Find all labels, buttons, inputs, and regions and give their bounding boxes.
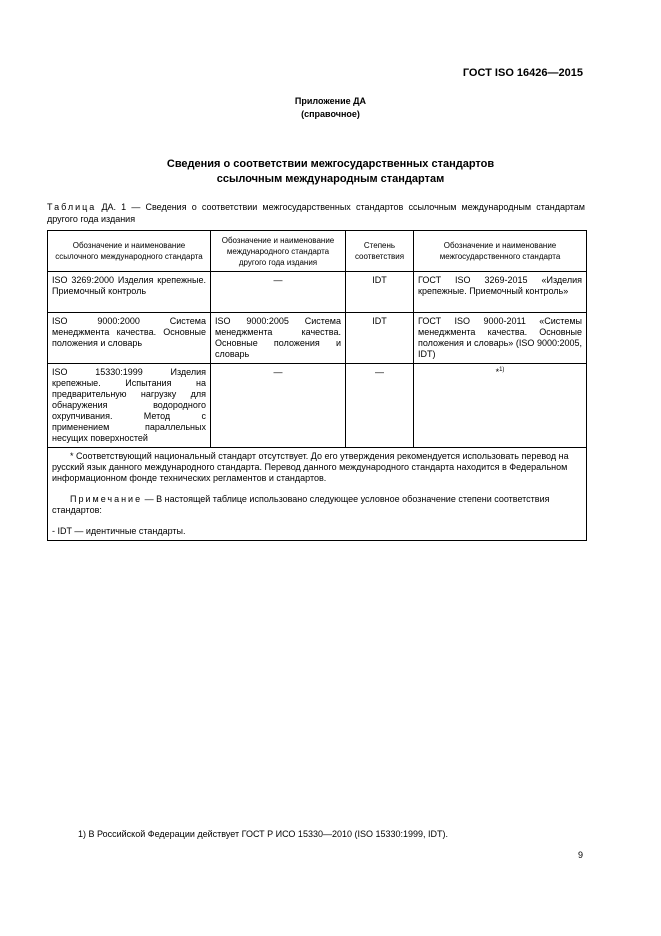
header-other-year-standard: Обозначение и наименование международного стандарта другого года издания	[211, 231, 346, 272]
note-label: Примечание	[70, 494, 143, 504]
cell-other: —	[211, 272, 346, 313]
cell-degree: IDT	[346, 272, 414, 313]
appendix-subtitle: (справочное)	[301, 109, 360, 119]
header-reference-standard: Обозначение и наименование ссылочного международного стандарта	[48, 231, 211, 272]
section-title-line-2: ссылочным международным стандартам	[216, 173, 445, 185]
table-row	[48, 364, 587, 448]
table-footer	[48, 448, 587, 541]
table-row	[48, 272, 587, 313]
header-degree: Степень соответствия	[346, 231, 414, 272]
header-interstate-standard: Обозначение и наименование межгосударственного стандарта	[414, 231, 587, 272]
page-footnote: 1) В Российской Федерации действует ГОСТ Р ИСО 15330—2010 (ISO 15330:1999, IDT).	[78, 829, 449, 839]
table-footer-row	[48, 448, 587, 541]
cell-interstate: ГОСТ ISO 9000-2011 «Системы менеджмента качества. Основные положения и словарь» (ISO 9000:2005, IDT)	[414, 313, 587, 364]
cell-reference: ISO 15330:1999 Изделия крепежные. Испытания на предварительную нагрузку для обнаружения водородного охрупчивания. Метод с применением параллельных несущих поверхностей	[48, 364, 211, 448]
star-mark: *	[495, 367, 500, 377]
table-note	[52, 494, 582, 516]
section-title-line-1: Сведения о соответствии межгосударственных стандартов	[166, 158, 495, 170]
table-caption-text: ДА. 1 — Сведения о соответствии межгосударственных стандартов ссылочным международным стандартам другого года издания	[47, 202, 585, 224]
cell-other: ISO 9000:2005 Система менеджмента качества. Основные положения и словарь	[211, 313, 346, 364]
cell-degree: IDT	[346, 313, 414, 364]
cell-other: —	[211, 364, 346, 448]
page-number: 9	[577, 850, 583, 860]
cell-interstate	[414, 364, 587, 448]
cell-reference: ISO 9000:2000 Система менеджмента качества. Основные положения и словарь	[48, 313, 211, 364]
table-header-row	[48, 231, 587, 272]
note-item: - IDT — идентичные стандарты.	[52, 526, 186, 536]
cell-interstate: ГОСТ ISO 3269-2015 «Изделия крепежные. Приемочный контроль»	[414, 272, 587, 313]
cell-reference: ISO 3269:2000 Изделия крепежные. Приемочный контроль	[48, 272, 211, 313]
standards-table	[47, 230, 587, 541]
table-caption-label: Таблица	[47, 202, 97, 212]
footnote-ref: 1)	[499, 367, 505, 373]
appendix-heading	[0, 95, 661, 121]
table-row	[48, 313, 587, 364]
star-note: * Соответствующий национальный стандарт отсутствует. До его утверждения рекомендуется использовать перевод на русский язык данного международного стандарта. Перевод данного международного стандарта находится в Федеральном информационном фонде технических регламентов и стандартов.	[52, 451, 569, 483]
cell-degree: —	[346, 364, 414, 448]
document-code: ГОСТ ISO 16426—2015	[462, 67, 583, 79]
table-caption	[47, 201, 585, 225]
note-text: — В настоящей таблице использовано следующее условное обозначение степени соответствия стандартов:	[52, 494, 550, 515]
section-title	[0, 157, 661, 187]
appendix-title: Приложение ДА	[294, 96, 367, 106]
